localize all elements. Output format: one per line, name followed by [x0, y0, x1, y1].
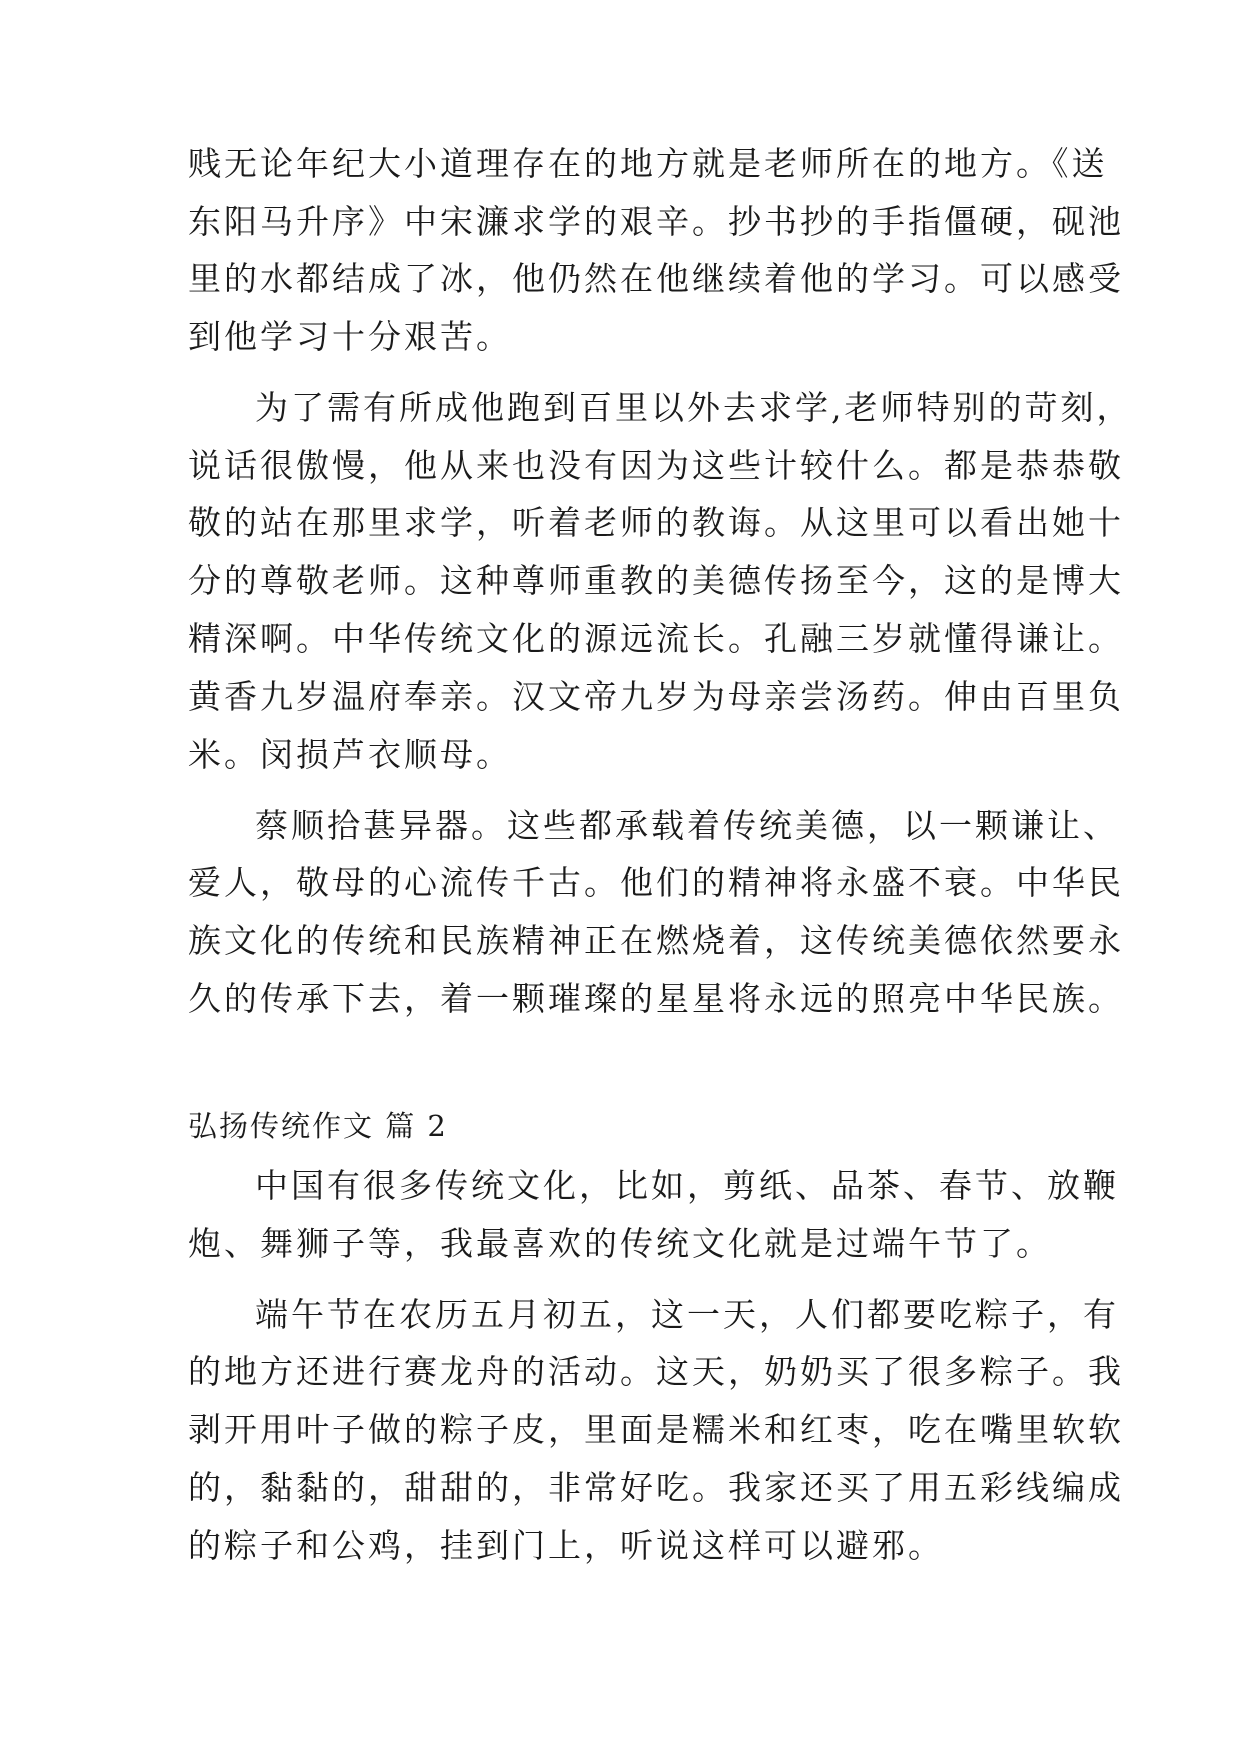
paragraph-1-line-1: 贱无论年纪大小道理存在的地方就是老师所在的地方。《送	[188, 144, 1108, 183]
paragraph-5-line-5: 的粽子和公鸡，挂到门上，听说这样可以避邪。	[188, 1526, 944, 1565]
paragraph-5-line-1: 端午节在农历五月初五，这一天，人们都要吃粽子，有	[255, 1295, 1119, 1334]
paragraph-2-line-2: 说话很傲慢，他从来也没有因为这些计较什么。都是恭恭敬	[188, 446, 1124, 485]
paragraph-5-line-4: 的，黏黏的，甜甜的，非常好吃。我家还买了用五彩线编成	[188, 1468, 1124, 1507]
paragraph-5-line-3: 剥开用叶子做的粽子皮，里面是糯米和红枣，吃在嘴里软软	[188, 1410, 1124, 1449]
paragraph-2-line-6: 黄香九岁温府奉亲。汉文帝九岁为母亲尝汤药。伸由百里负	[188, 677, 1124, 716]
paragraph-5-line-2: 的地方还进行赛龙舟的活动。这天，奶奶买了很多粽子。我	[188, 1352, 1124, 1391]
paragraph-1-line-3: 里的水都结成了冰，他仍然在他继续着他的学习。可以感受	[188, 259, 1124, 298]
paragraph-4-line-2: 炮、舞狮子等，我最喜欢的传统文化就是过端午节了。	[188, 1224, 1052, 1263]
paragraph-2-line-3: 敬的站在那里求学，听着老师的教诲。从这里可以看出她十	[188, 503, 1124, 542]
paragraph-2-line-7: 米。闵损芦衣顺母。	[188, 735, 512, 774]
paragraph-1-line-2: 东阳马升序》中宋濂求学的艰辛。抄书抄的手指僵硬，砚池	[188, 202, 1124, 241]
paragraph-3-line-4: 久的传承下去，着一颗璀璨的星星将永远的照亮中华民族。	[188, 979, 1124, 1018]
paragraph-3-line-2: 爱人，敬母的心流传千古。他们的精神将永盛不衰。中华民	[188, 863, 1124, 902]
paragraph-2-line-5: 精深啊。中华传统文化的源远流长。孔融三岁就懂得谦让。	[188, 619, 1124, 658]
section-heading: 弘扬传统作文 篇 2	[188, 1109, 448, 1143]
paragraph-1-line-4: 到他学习十分艰苦。	[188, 317, 512, 356]
paragraph-2-line-1: 为了需有所成他跑到百里以外去求学,老师特别的苛刻，	[255, 388, 1133, 427]
paragraph-3-line-1: 蔡顺拾葚异器。这些都承载着传统美德，以一颗谦让、	[255, 806, 1119, 845]
paragraph-3-line-3: 族文化的传统和民族精神正在燃烧着，这传统美德依然要永	[188, 921, 1124, 960]
paragraph-4-line-1: 中国有很多传统文化，比如，剪纸、品茶、春节、放鞭	[255, 1166, 1119, 1205]
paragraph-2-line-4: 分的尊敬老师。这种尊师重教的美德传扬至今，这的是博大	[188, 561, 1124, 600]
